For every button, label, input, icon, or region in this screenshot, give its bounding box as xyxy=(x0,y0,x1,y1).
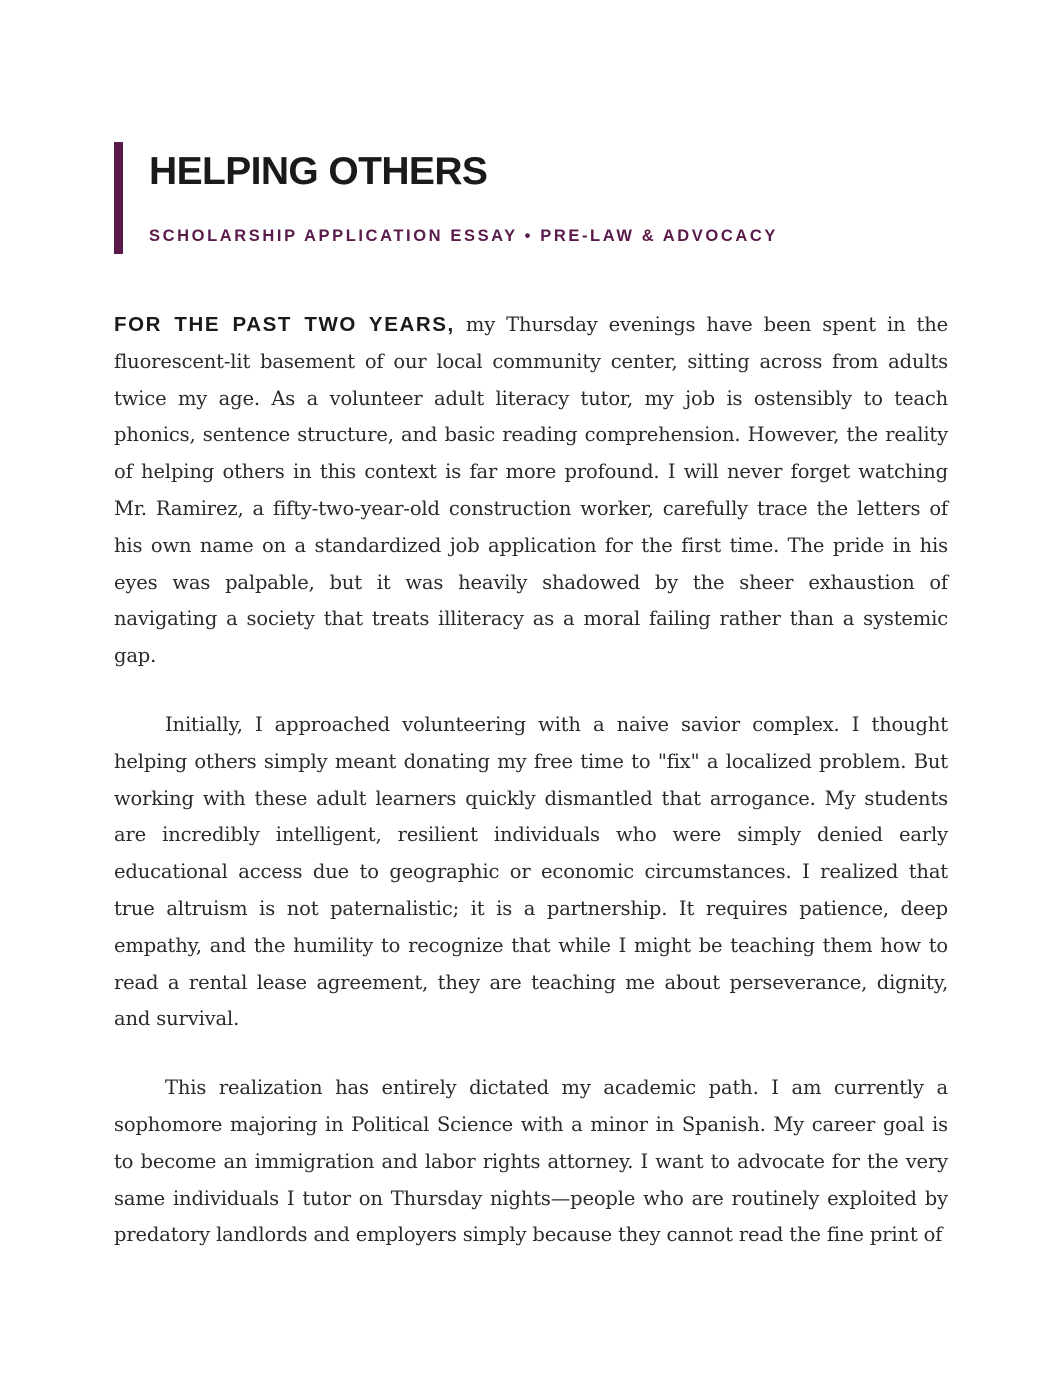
title-accent-bar xyxy=(114,142,123,254)
paragraph-3: This realization has entirely dictated my academic path. I am currently a sophomore majoring in Political Science with a minor in Spanish. My career goal is to become an immigration and labor rights attorney. I want to advocate for the very same individuals I tutor on Thursday nights—people who are routinely exploited by predatory landlords and employers simply because they cannot read the fine print of xyxy=(114,1076,948,1247)
paragraph-1-text: my Thursday evenings have been spent in the fluorescent-lit basement of our local community center, sitting across from adults twice my age. As a volunteer adult literacy tutor, my job is ostensibly to teach phonics, sentence structure, and basic reading comprehension. However, the reality of helping others in this context is far more profound. I will never forget watching Mr. Ramirez, a fifty-two-year-old construction worker, carefully trace the letters of his own name on a standardized job application for the first time. The pride in his eyes was palpable, but it was heavily shadowed by the sheer exhaustion of navigating a society that treats illiteracy as a moral failing rather than a systemic gap. xyxy=(114,313,948,668)
paragraph-1 xyxy=(114,307,948,675)
paragraph-2: Initially, I approached volunteering with a naive savior complex. I thought helping others simply meant donating my free time to "fix" a localized problem. But working with these adult learners quickly dismantled that arrogance. My students are incredibly intelligent, resilient individuals who were simply denied early educational access due to geographic or economic circumstances. I realized that true altruism is not paternalistic; it is a partnership. It requires patience, deep empathy, and the humility to recognize that while I might be teaching them how to read a rental lease agreement, they are teaching me about perseverance, dignity, and survival. xyxy=(114,712,948,1031)
essay-title: HELPING OTHERS xyxy=(149,150,488,193)
lead-in-text: FOR THE PAST TWO YEARS, xyxy=(114,313,455,336)
essay-body xyxy=(114,307,948,1286)
essay-header xyxy=(114,142,934,254)
essay-subtitle: SCHOLARSHIP APPLICATION ESSAY • PRE-LAW & ADVOCACY xyxy=(149,227,779,245)
